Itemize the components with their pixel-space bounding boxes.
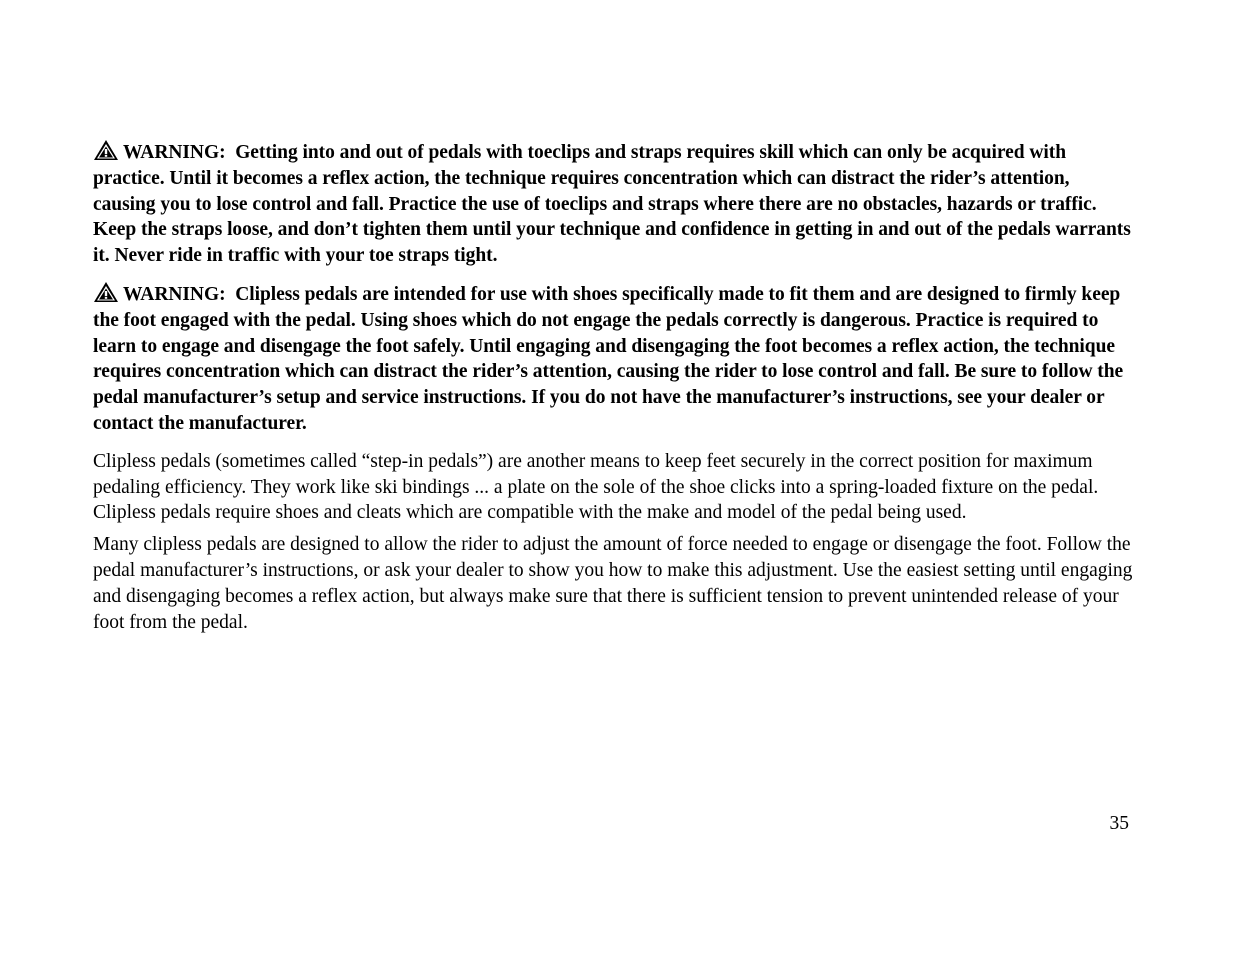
warning-label: WARNING: [123, 283, 226, 305]
paragraph-clipless-adjustment: Many clipless pedals are designed to allow the rider to adjust the amount of force needed to engage or disengage the foot. Follow the pedal manufacturer’s instructions, or ask your dealer to show you how to make this adjustment. Use the easiest setting until engaging and disengaging becomes a reflex action, but always make sure that there is sufficient tension to prevent unintended release of your foot from the pedal. [93, 534, 1133, 633]
page-number: 35 [1109, 813, 1129, 834]
warning-toeclips [93, 139, 1133, 269]
warning-triangle-icon [93, 139, 119, 161]
warning-text: Clipless pedals are intended for use with shoes specifically made to fit them and are designed to firmly keep the foot engaged with the pedal. Using shoes which do not engage the pedals correctly is dangerous. Practice is required to learn to engage and disengage the foot safely. Until engaging and disengaging the foot becomes a reflex action, the technique requires concentration which can distract the rider’s attention, causing the rider to lose control and fall. Be sure to follow the pedal manufacturer’s setup and service instructions. If you do not have the manufacturer’s instructions, see your dealer or contact the manufacturer. [93, 283, 1124, 434]
warning-triangle-icon [93, 281, 119, 303]
warning-label: WARNING: [123, 142, 226, 163]
warning-text: Getting into and out of pedals with toeclips and straps requires skill which can only be acquired with practice. Until it becomes a reflex action, the technique requires concentration which can distract the rider’s attention, causing you to lose control and fall. Practice the use of toeclips and straps where there are no obstacles, hazards or traffic. Keep the straps loose, and don’t tighten them until your technique and confidence in getting in and out of the pedals warrants it. Never ride in traffic with your toe straps tight. [93, 142, 1131, 267]
paragraph-clipless-intro: Clipless pedals (sometimes called “step-in pedals”) are another means to keep feet securely in the correct position for maximum pedaling efficiency. They work like ski bindings ... a plate on the sole of the shoe clicks into a spring-loaded fixture on the pedal. Clipless pedals require shoes and cleats which are compatible with the make and model of the pedal being used. [93, 450, 1099, 524]
warning-clipless [93, 281, 1133, 437]
page-content [93, 139, 1133, 641]
